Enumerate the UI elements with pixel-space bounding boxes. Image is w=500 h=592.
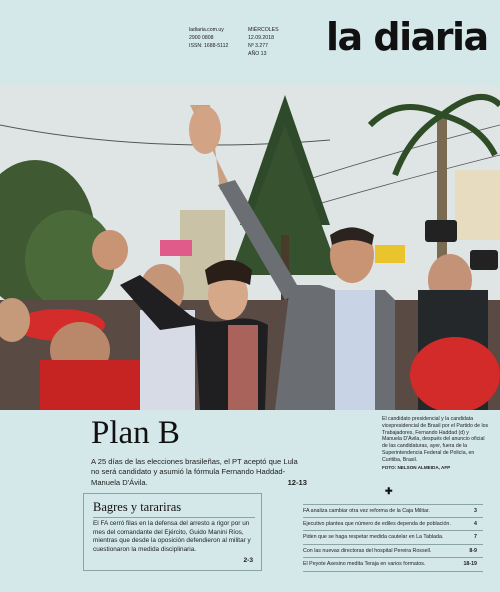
lead-photo-illustration [0, 85, 500, 410]
headline-deck [91, 457, 307, 488]
list-item [303, 518, 483, 532]
feature-text: El FA cerró filas en la defensa del arresto a rigor por un mes del comandante del Ejército, Guido Manini Ríos, mientras que desde la oposición defendieron al militar y cuestionaron la medida disciplinaria. [93, 520, 251, 553]
list-item [303, 545, 483, 559]
lead-photo [0, 85, 500, 410]
main-headline: Plan B [91, 415, 180, 451]
feature-title: Bagres y tarariras [93, 500, 182, 514]
index-item-page: 3 [474, 508, 477, 514]
index-item-page: 18-19 [463, 561, 477, 567]
masthead-info [189, 26, 228, 50]
index-item-text: El Peyote Asesino medita Teraja en varios formatos. [303, 561, 426, 567]
newspaper-logo: la diaria [326, 15, 488, 59]
plus-icon: ✚ [385, 486, 393, 496]
index-item-page: 4 [474, 520, 477, 527]
index-item-page: 7 [474, 534, 477, 540]
list-item [303, 504, 483, 518]
feature-divider [93, 517, 255, 518]
photo-caption [382, 416, 490, 471]
list-item [303, 531, 483, 545]
index-item-text: Con las nuevas directoras del hospital Pereira Rossell. [303, 547, 432, 554]
issue-text: Nº 3.277 [248, 43, 269, 49]
index-list [303, 504, 483, 572]
deck-page-number: 12-13 [287, 477, 307, 487]
list-item [303, 558, 483, 572]
year-text: AÑO 13 [248, 51, 267, 57]
weekday-text: MIÉRCOLES [248, 27, 279, 33]
website-text: ladiaria.com.uy [189, 27, 224, 33]
caption-text: El candidato presidencial y la candidata vicepresidencial de Brasil por el Partido de los Trabajadores, Fernando Haddad (d) y Manuela D'Ávila, después del anuncio oficial de las candidaturas, ayer, fuera de la Superintendencia Federal de Policía, en Curitiba, Brasil. [382, 416, 489, 463]
deck-text: A 25 días de las elecciones brasileñas, el PT aceptó que Lula no será candidato y asumió la fórmula Fernando Haddad-Manuela D'Ávila. [91, 457, 298, 487]
date-text: 12.09.2018 [248, 35, 274, 41]
feature-box [83, 493, 262, 571]
index-item-text: Piden que se haga respetar medida cautelar en La Tablada. [303, 534, 444, 540]
feature-page-number: 2-3 [243, 557, 253, 564]
index-item-page: 8-9 [469, 547, 477, 554]
masthead-date [248, 26, 279, 58]
code-text: 2900 0808 [189, 35, 214, 41]
index-item-text: FA analiza cambiar otra vez reforma de la Caja Militar. [303, 508, 430, 514]
photo-credit: FOTO: NELSON ALMEIDA, AFP [382, 464, 451, 470]
issn-text: ISSN: 1688-5112 [189, 43, 229, 49]
index-item-text: Ejecutivo plantea que número de ediles dependa de población. [303, 520, 451, 527]
